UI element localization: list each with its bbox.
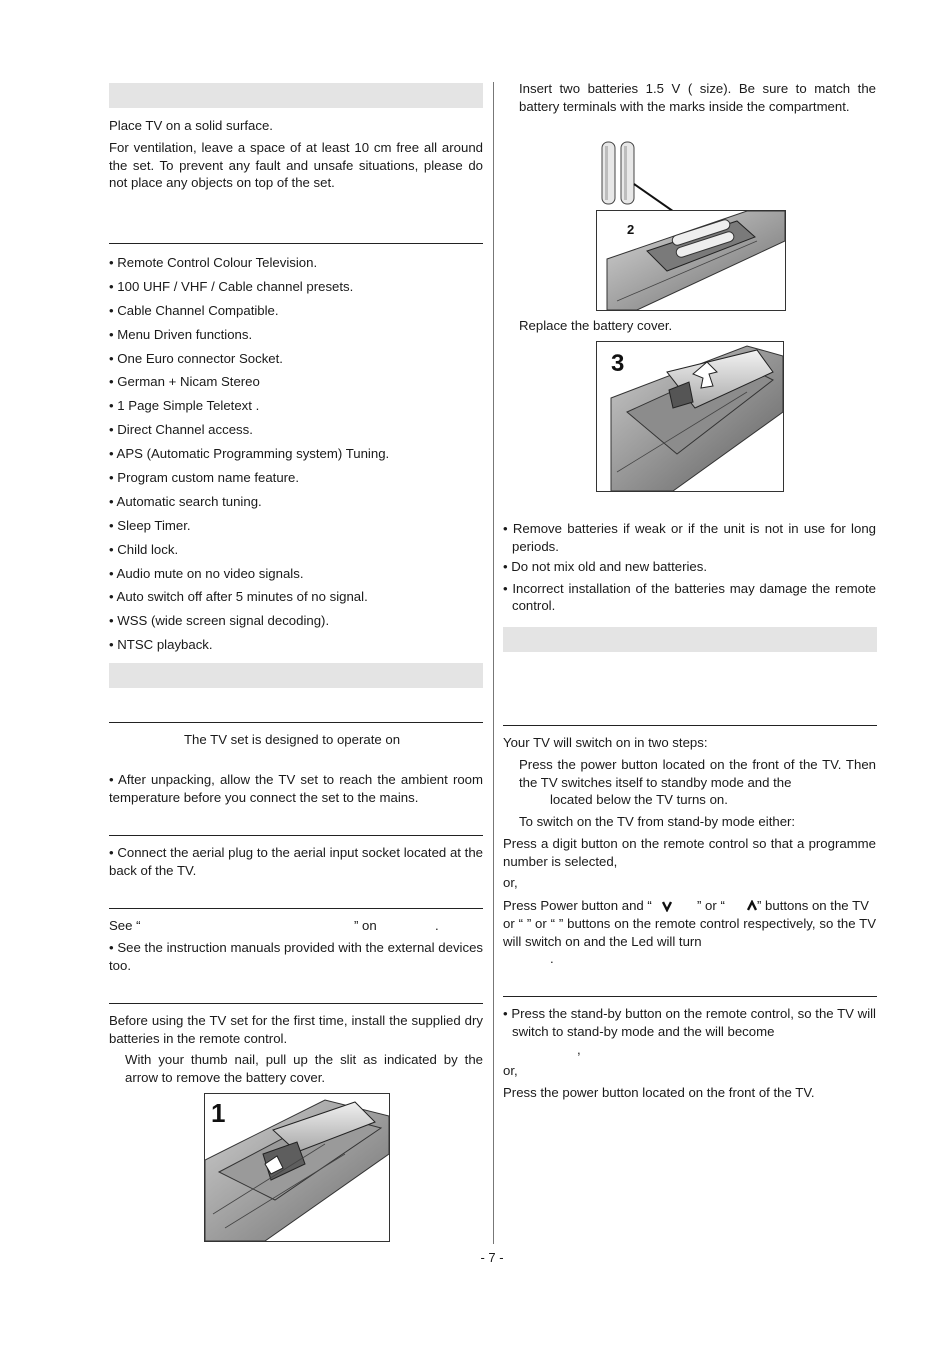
feature-item: • 1 Page Simple Teletext . — [109, 398, 260, 414]
aerial-bullet: • Connect the aerial plug to the aerial input socket located at the back of the TV. — [109, 845, 483, 878]
feature-item: • Remote Control Colour Television. — [109, 255, 318, 270]
section-header-bar-operation — [503, 627, 877, 652]
figure-number-1: 1 — [211, 1098, 226, 1128]
section-rule-external — [109, 908, 483, 909]
feature-item: • Sleep Timer. — [109, 517, 191, 533]
batteries-step-1: With your thumb nail, pull up the slit as indicated by the arrow to remove the battery cover. — [125, 1052, 483, 1085]
section-rule-aerial — [109, 835, 483, 836]
feature-item: • 100 UHF / VHF / Cable channel presets. — [109, 278, 354, 294]
switch-on-or: or, — [503, 875, 518, 890]
switch-off-bullet: • Press the stand-by button on the remote control, so the TV will switch to stand-by mode and the will become — [503, 1006, 876, 1039]
battery-note: • Do not mix old and new batteries. — [503, 559, 708, 574]
battery-note: • Incorrect installation of the batteries may damage the remote control. — [503, 580, 876, 613]
switch-on-step-2: To switch on the TV from stand-by mode either: — [519, 814, 796, 829]
page-number: - 7 - — [480, 1250, 504, 1265]
section-rule-power — [109, 722, 483, 723]
feature-item: • Direct Channel access. — [109, 422, 253, 438]
feature-item: • Automatic search tuning. — [109, 493, 262, 509]
external-see-open: See “ — [109, 918, 141, 933]
power-bullet: • After unpacking, allow the TV set to reach the ambient room temperature before you connect the set to the mains. — [109, 772, 483, 805]
switch-on-power-or: ” or “ — [697, 898, 725, 913]
external-bullet: • See the instruction manuals provided with the external devices too. — [109, 940, 483, 973]
feature-item: • Auto switch off after 5 minutes of no signal. — [109, 589, 368, 605]
feature-item: • Child lock. — [109, 541, 179, 557]
power-line: The TV set is designed to operate on — [184, 732, 401, 747]
external-see-end: . — [435, 918, 439, 933]
switch-on-power-line-3: . — [550, 951, 554, 966]
battery-compartment-illustration — [597, 211, 785, 310]
replace-cover-text: Replace the battery cover. — [519, 318, 673, 333]
column-divider — [493, 82, 494, 1244]
switch-off-bullet-end: , — [577, 1042, 581, 1057]
switch-on-intro: Your TV will switch on in two steps: — [503, 735, 708, 750]
switch-on-step-1-led: located below the TV turns on. — [550, 792, 728, 807]
feature-item: • WSS (wide screen signal decoding). — [109, 613, 330, 629]
switch-off-last: Press the power button located on the front of the TV. — [503, 1085, 815, 1100]
feature-item: • German + Nicam Stereo — [109, 374, 260, 390]
switch-on-power-line-2: or “ ” or “ ” buttons on the remote control respectively, so the TV will switch on and the Led will turn — [503, 916, 876, 949]
external-see-on: ” on — [354, 918, 377, 933]
switch-off-or: or, — [503, 1063, 518, 1078]
replace-cover-illustration — [597, 342, 783, 491]
section-rule-batteries — [109, 1003, 483, 1004]
figure-number-3: 3 — [611, 350, 625, 377]
feature-item: • APS (Automatic Programming system) Tuning. — [109, 446, 390, 462]
feature-item: • Menu Driven functions. — [109, 326, 253, 342]
figure-number-2: 2 — [627, 222, 635, 237]
batteries-intro: Before using the TV set for the first time, install the supplied dry batteries in the remote control. — [109, 1013, 483, 1046]
remote-cover-illustration — [205, 1094, 389, 1241]
switch-on-step-1: Press the power button located on the front of the TV. Then the TV switches itself to standby mode and the — [519, 757, 876, 790]
switch-on-power-close: ” buttons on the TV — [757, 898, 869, 913]
battery-note: • Remove batteries if weak or if the unit is not in use for long periods. — [503, 521, 876, 554]
section-rule-features — [109, 243, 483, 244]
battery-compartment-figure — [596, 210, 786, 311]
feature-item: • One Euro connector Socket. — [109, 350, 283, 366]
section-rule-switch-off — [503, 996, 877, 997]
feature-item: • Cable Channel Compatible. — [109, 302, 279, 318]
placement-paragraph: For ventilation, leave a space of at least 10 cm free all around the set. To prevent any fault and unsafe situations, please do not place any objects on top of the set. — [109, 140, 483, 190]
switch-on-power-open: Press Power button and “ — [503, 898, 652, 913]
features-list — [109, 254, 483, 660]
section-rule-switch-on — [503, 725, 877, 726]
placement-line: Place TV on a solid surface. — [109, 118, 273, 133]
replace-cover-figure — [596, 341, 784, 492]
switch-on-digit: Press a digit button on the remote control so that a programme number is selected, — [503, 836, 876, 869]
feature-item: • NTSC playback. — [109, 637, 213, 653]
feature-item: • Audio mute on no video signals. — [109, 565, 304, 581]
remote-cover-figure — [204, 1093, 390, 1242]
battery-notes — [503, 520, 876, 615]
section-header-bar-preparation — [109, 663, 483, 688]
section-header-bar-placement — [109, 83, 483, 108]
insert-batteries-text: Insert two batteries 1.5 V ( size). Be sure to match the battery terminals with the marks inside the compartment. — [519, 81, 876, 114]
feature-item: • Program custom name feature. — [109, 470, 300, 486]
